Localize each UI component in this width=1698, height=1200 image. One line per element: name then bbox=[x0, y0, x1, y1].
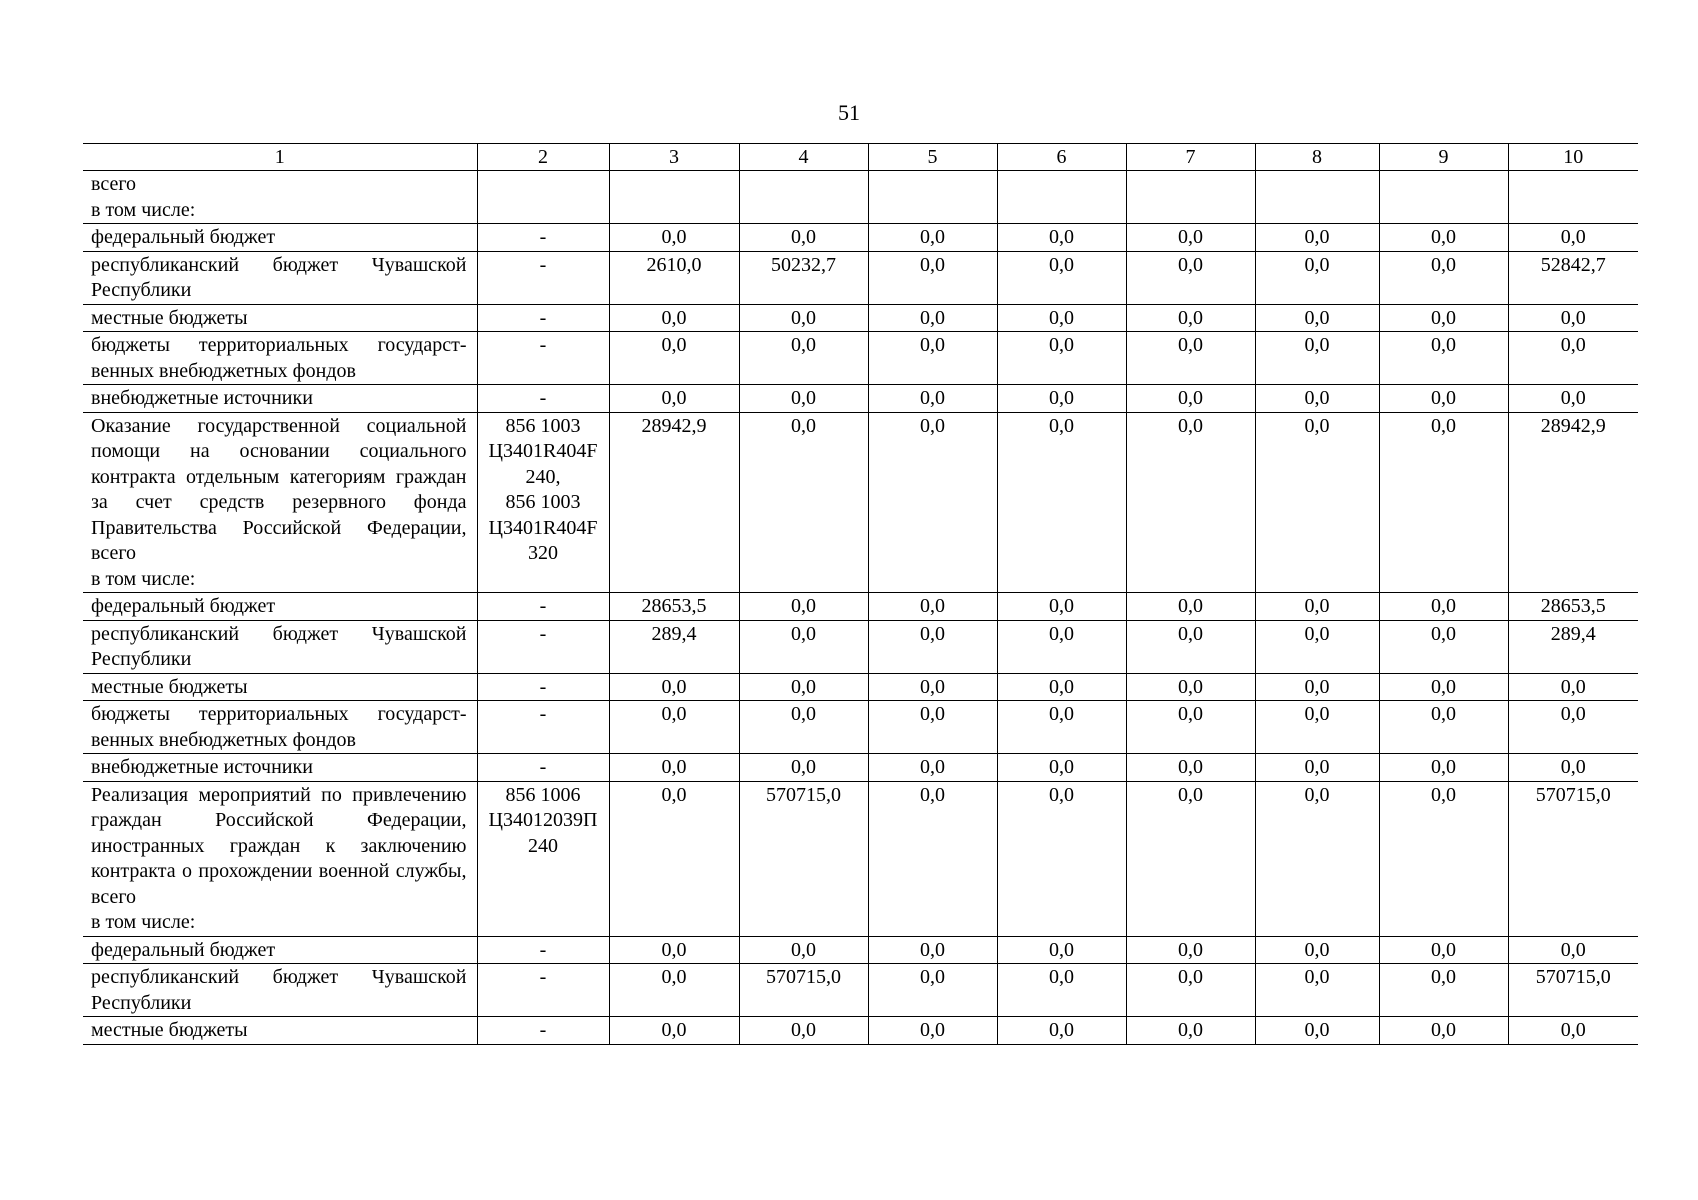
amount-cell: 0,0 bbox=[1379, 964, 1508, 1017]
budget-code: - bbox=[477, 1017, 609, 1045]
amount-cell bbox=[1255, 171, 1379, 224]
amount-cell: 0,0 bbox=[997, 620, 1126, 673]
amount-cell: 0,0 bbox=[739, 385, 868, 413]
amount-cell: 0,0 bbox=[739, 620, 868, 673]
amount-cell: 0,0 bbox=[739, 673, 868, 701]
table-row bbox=[83, 593, 1638, 621]
amount-cell: 0,0 bbox=[997, 304, 1126, 332]
amount-cell: 0,0 bbox=[1508, 754, 1638, 782]
amount-cell: 0,0 bbox=[868, 332, 997, 385]
amount-cell: 0,0 bbox=[609, 701, 739, 754]
row-description: республиканский бюджет Чувашской Республики bbox=[83, 251, 477, 304]
amount-cell: 0,0 bbox=[1126, 251, 1255, 304]
amount-cell: 0,0 bbox=[997, 593, 1126, 621]
row-description: внебюджетные источники bbox=[83, 385, 477, 413]
amount-cell: 0,0 bbox=[997, 936, 1126, 964]
amount-cell: 0,0 bbox=[1508, 701, 1638, 754]
amount-cell: 0,0 bbox=[609, 1017, 739, 1045]
amount-cell: 0,0 bbox=[1126, 620, 1255, 673]
amount-cell: 0,0 bbox=[1255, 251, 1379, 304]
amount-cell: 0,0 bbox=[1255, 412, 1379, 593]
amount-cell: 0,0 bbox=[1255, 964, 1379, 1017]
amount-cell: 0,0 bbox=[1126, 1017, 1255, 1045]
amount-cell: 0,0 bbox=[997, 781, 1126, 936]
amount-cell bbox=[1126, 171, 1255, 224]
budget-code: - bbox=[477, 304, 609, 332]
column-header: 9 bbox=[1379, 144, 1508, 171]
amount-cell: 0,0 bbox=[997, 332, 1126, 385]
amount-cell: 0,0 bbox=[1508, 1017, 1638, 1045]
amount-cell: 0,0 bbox=[1126, 936, 1255, 964]
amount-cell: 0,0 bbox=[868, 964, 997, 1017]
amount-cell: 570715,0 bbox=[1508, 964, 1638, 1017]
amount-cell: 0,0 bbox=[1255, 593, 1379, 621]
amount-cell: 0,0 bbox=[1126, 385, 1255, 413]
amount-cell: 0,0 bbox=[739, 304, 868, 332]
amount-cell: 0,0 bbox=[1379, 936, 1508, 964]
table-row bbox=[83, 171, 1638, 224]
amount-cell: 0,0 bbox=[868, 781, 997, 936]
amount-cell: 0,0 bbox=[739, 224, 868, 252]
amount-cell: 0,0 bbox=[1126, 412, 1255, 593]
budget-code: - bbox=[477, 964, 609, 1017]
amount-cell: 0,0 bbox=[997, 754, 1126, 782]
amount-cell: 0,0 bbox=[1126, 224, 1255, 252]
amount-cell: 0,0 bbox=[1508, 936, 1638, 964]
table-row bbox=[83, 781, 1638, 936]
row-description: республиканский бюджет Чувашской Республики bbox=[83, 964, 477, 1017]
amount-cell: 0,0 bbox=[868, 251, 997, 304]
row-description: внебюджетные источники bbox=[83, 754, 477, 782]
amount-cell: 0,0 bbox=[739, 754, 868, 782]
amount-cell: 0,0 bbox=[1508, 385, 1638, 413]
budget-table bbox=[83, 143, 1638, 1045]
amount-cell: 52842,7 bbox=[1508, 251, 1638, 304]
row-description: бюджеты территориальных государственных внебюджетных фондов bbox=[83, 701, 477, 754]
amount-cell: 0,0 bbox=[1126, 304, 1255, 332]
table-row bbox=[83, 936, 1638, 964]
amount-cell: 0,0 bbox=[1126, 673, 1255, 701]
amount-cell: 0,0 bbox=[1379, 224, 1508, 252]
budget-code: - bbox=[477, 251, 609, 304]
amount-cell: 0,0 bbox=[1379, 754, 1508, 782]
amount-cell: 0,0 bbox=[609, 385, 739, 413]
amount-cell: 0,0 bbox=[609, 332, 739, 385]
row-description: федеральный бюджет bbox=[83, 593, 477, 621]
amount-cell: 0,0 bbox=[1255, 936, 1379, 964]
amount-cell: 0,0 bbox=[1126, 781, 1255, 936]
amount-cell: 0,0 bbox=[1255, 332, 1379, 385]
amount-cell bbox=[1508, 171, 1638, 224]
column-header: 10 bbox=[1508, 144, 1638, 171]
row-description: федеральный бюджет bbox=[83, 936, 477, 964]
amount-cell: 0,0 bbox=[868, 701, 997, 754]
table-row bbox=[83, 754, 1638, 782]
amount-cell: 28653,5 bbox=[1508, 593, 1638, 621]
amount-cell: 0,0 bbox=[609, 781, 739, 936]
table-row bbox=[83, 964, 1638, 1017]
column-header: 4 bbox=[739, 144, 868, 171]
amount-cell: 0,0 bbox=[1255, 781, 1379, 936]
table-row bbox=[83, 701, 1638, 754]
budget-code: - bbox=[477, 754, 609, 782]
amount-cell: 0,0 bbox=[1379, 332, 1508, 385]
amount-cell bbox=[609, 171, 739, 224]
amount-cell: 28942,9 bbox=[609, 412, 739, 593]
amount-cell: 50232,7 bbox=[739, 251, 868, 304]
amount-cell: 0,0 bbox=[1255, 1017, 1379, 1045]
amount-cell: 0,0 bbox=[1379, 304, 1508, 332]
row-description: республиканский бюджет Чувашской Республики bbox=[83, 620, 477, 673]
column-header: 8 bbox=[1255, 144, 1379, 171]
amount-cell: 0,0 bbox=[997, 673, 1126, 701]
amount-cell: 0,0 bbox=[739, 593, 868, 621]
amount-cell: 570715,0 bbox=[739, 781, 868, 936]
amount-cell: 0,0 bbox=[1508, 304, 1638, 332]
amount-cell: 0,0 bbox=[1379, 251, 1508, 304]
amount-cell: 0,0 bbox=[868, 224, 997, 252]
column-header: 2 bbox=[477, 144, 609, 171]
table-row bbox=[83, 1017, 1638, 1045]
amount-cell: 0,0 bbox=[997, 964, 1126, 1017]
amount-cell: 0,0 bbox=[1508, 332, 1638, 385]
amount-cell: 0,0 bbox=[1379, 593, 1508, 621]
amount-cell: 0,0 bbox=[609, 304, 739, 332]
amount-cell: 0,0 bbox=[1255, 673, 1379, 701]
budget-code: - bbox=[477, 936, 609, 964]
amount-cell: 0,0 bbox=[739, 936, 868, 964]
amount-cell: 0,0 bbox=[868, 754, 997, 782]
table-row bbox=[83, 412, 1638, 593]
amount-cell: 0,0 bbox=[1255, 754, 1379, 782]
amount-cell: 0,0 bbox=[1255, 701, 1379, 754]
amount-cell: 0,0 bbox=[609, 224, 739, 252]
budget-code: - bbox=[477, 385, 609, 413]
row-description: Оказание государственной социальной помощи на основании социального контракта отдельным категориям граждан за счет средств резервного фонда Правительства Российской Федерации, всего в том числе: bbox=[83, 412, 477, 593]
amount-cell: 0,0 bbox=[997, 251, 1126, 304]
amount-cell: 0,0 bbox=[1255, 304, 1379, 332]
amount-cell: 0,0 bbox=[739, 332, 868, 385]
amount-cell bbox=[1379, 171, 1508, 224]
column-header: 1 bbox=[83, 144, 477, 171]
amount-cell: 0,0 bbox=[868, 1017, 997, 1045]
table-row bbox=[83, 304, 1638, 332]
amount-cell: 0,0 bbox=[868, 620, 997, 673]
amount-cell: 0,0 bbox=[609, 964, 739, 1017]
budget-code: - bbox=[477, 593, 609, 621]
amount-cell: 0,0 bbox=[997, 701, 1126, 754]
amount-cell: 0,0 bbox=[1508, 673, 1638, 701]
amount-cell: 0,0 bbox=[1126, 332, 1255, 385]
column-header: 3 bbox=[609, 144, 739, 171]
amount-cell: 0,0 bbox=[868, 936, 997, 964]
column-header: 7 bbox=[1126, 144, 1255, 171]
amount-cell: 2610,0 bbox=[609, 251, 739, 304]
amount-cell: 0,0 bbox=[1379, 781, 1508, 936]
amount-cell: 0,0 bbox=[1126, 593, 1255, 621]
row-description: Реализация мероприятий по привлечению граждан Российской Федерации, иностранных граждан к заключению контракта о прохождении военной службы, всего в том числе: bbox=[83, 781, 477, 936]
row-description: местные бюджеты bbox=[83, 304, 477, 332]
row-description: местные бюджеты bbox=[83, 673, 477, 701]
row-description: всего в том числе: bbox=[83, 171, 477, 224]
amount-cell: 0,0 bbox=[609, 936, 739, 964]
amount-cell: 0,0 bbox=[1379, 412, 1508, 593]
budget-code: 856 1003 Ц3401R404F 240, 856 1003 Ц3401R404F 320 bbox=[477, 412, 609, 593]
budget-code: - bbox=[477, 332, 609, 385]
amount-cell: 0,0 bbox=[609, 754, 739, 782]
budget-code bbox=[477, 171, 609, 224]
amount-cell: 0,0 bbox=[1379, 1017, 1508, 1045]
budget-code: - bbox=[477, 224, 609, 252]
amount-cell: 0,0 bbox=[1255, 385, 1379, 413]
amount-cell: 28942,9 bbox=[1508, 412, 1638, 593]
row-description: местные бюджеты bbox=[83, 1017, 477, 1045]
amount-cell: 0,0 bbox=[739, 1017, 868, 1045]
amount-cell: 570715,0 bbox=[1508, 781, 1638, 936]
budget-code: - bbox=[477, 620, 609, 673]
budget-code: 856 1006 Ц34012039П 240 bbox=[477, 781, 609, 936]
header-row bbox=[83, 144, 1638, 171]
amount-cell: 0,0 bbox=[1379, 701, 1508, 754]
amount-cell: 0,0 bbox=[1379, 673, 1508, 701]
amount-cell: 0,0 bbox=[1126, 754, 1255, 782]
amount-cell: 0,0 bbox=[1126, 964, 1255, 1017]
amount-cell: 0,0 bbox=[1379, 620, 1508, 673]
amount-cell: 289,4 bbox=[1508, 620, 1638, 673]
amount-cell: 0,0 bbox=[1126, 701, 1255, 754]
amount-cell: 0,0 bbox=[739, 412, 868, 593]
amount-cell: 0,0 bbox=[868, 304, 997, 332]
amount-cell: 0,0 bbox=[1379, 385, 1508, 413]
amount-cell: 0,0 bbox=[997, 224, 1126, 252]
row-description: бюджеты территориальных государственных внебюджетных фондов bbox=[83, 332, 477, 385]
amount-cell: 0,0 bbox=[609, 673, 739, 701]
amount-cell: 0,0 bbox=[1255, 224, 1379, 252]
amount-cell: 0,0 bbox=[997, 385, 1126, 413]
amount-cell: 0,0 bbox=[739, 701, 868, 754]
amount-cell: 0,0 bbox=[868, 673, 997, 701]
amount-cell: 0,0 bbox=[868, 412, 997, 593]
table-row bbox=[83, 224, 1638, 252]
table-row bbox=[83, 251, 1638, 304]
amount-cell: 0,0 bbox=[1508, 224, 1638, 252]
page-number: 51 bbox=[838, 100, 860, 125]
table-row bbox=[83, 620, 1638, 673]
amount-cell bbox=[997, 171, 1126, 224]
column-header: 5 bbox=[868, 144, 997, 171]
amount-cell: 0,0 bbox=[1255, 620, 1379, 673]
amount-cell: 0,0 bbox=[997, 1017, 1126, 1045]
amount-cell: 0,0 bbox=[997, 412, 1126, 593]
amount-cell: 0,0 bbox=[868, 385, 997, 413]
amount-cell: 28653,5 bbox=[609, 593, 739, 621]
table-body bbox=[83, 144, 1638, 1045]
amount-cell: 0,0 bbox=[868, 593, 997, 621]
amount-cell: 570715,0 bbox=[739, 964, 868, 1017]
row-description: федеральный бюджет bbox=[83, 224, 477, 252]
table-row bbox=[83, 385, 1638, 413]
budget-code: - bbox=[477, 673, 609, 701]
budget-code: - bbox=[477, 701, 609, 754]
amount-cell: 289,4 bbox=[609, 620, 739, 673]
amount-cell bbox=[868, 171, 997, 224]
amount-cell bbox=[739, 171, 868, 224]
table-row bbox=[83, 332, 1638, 385]
column-header: 6 bbox=[997, 144, 1126, 171]
table-row bbox=[83, 673, 1638, 701]
